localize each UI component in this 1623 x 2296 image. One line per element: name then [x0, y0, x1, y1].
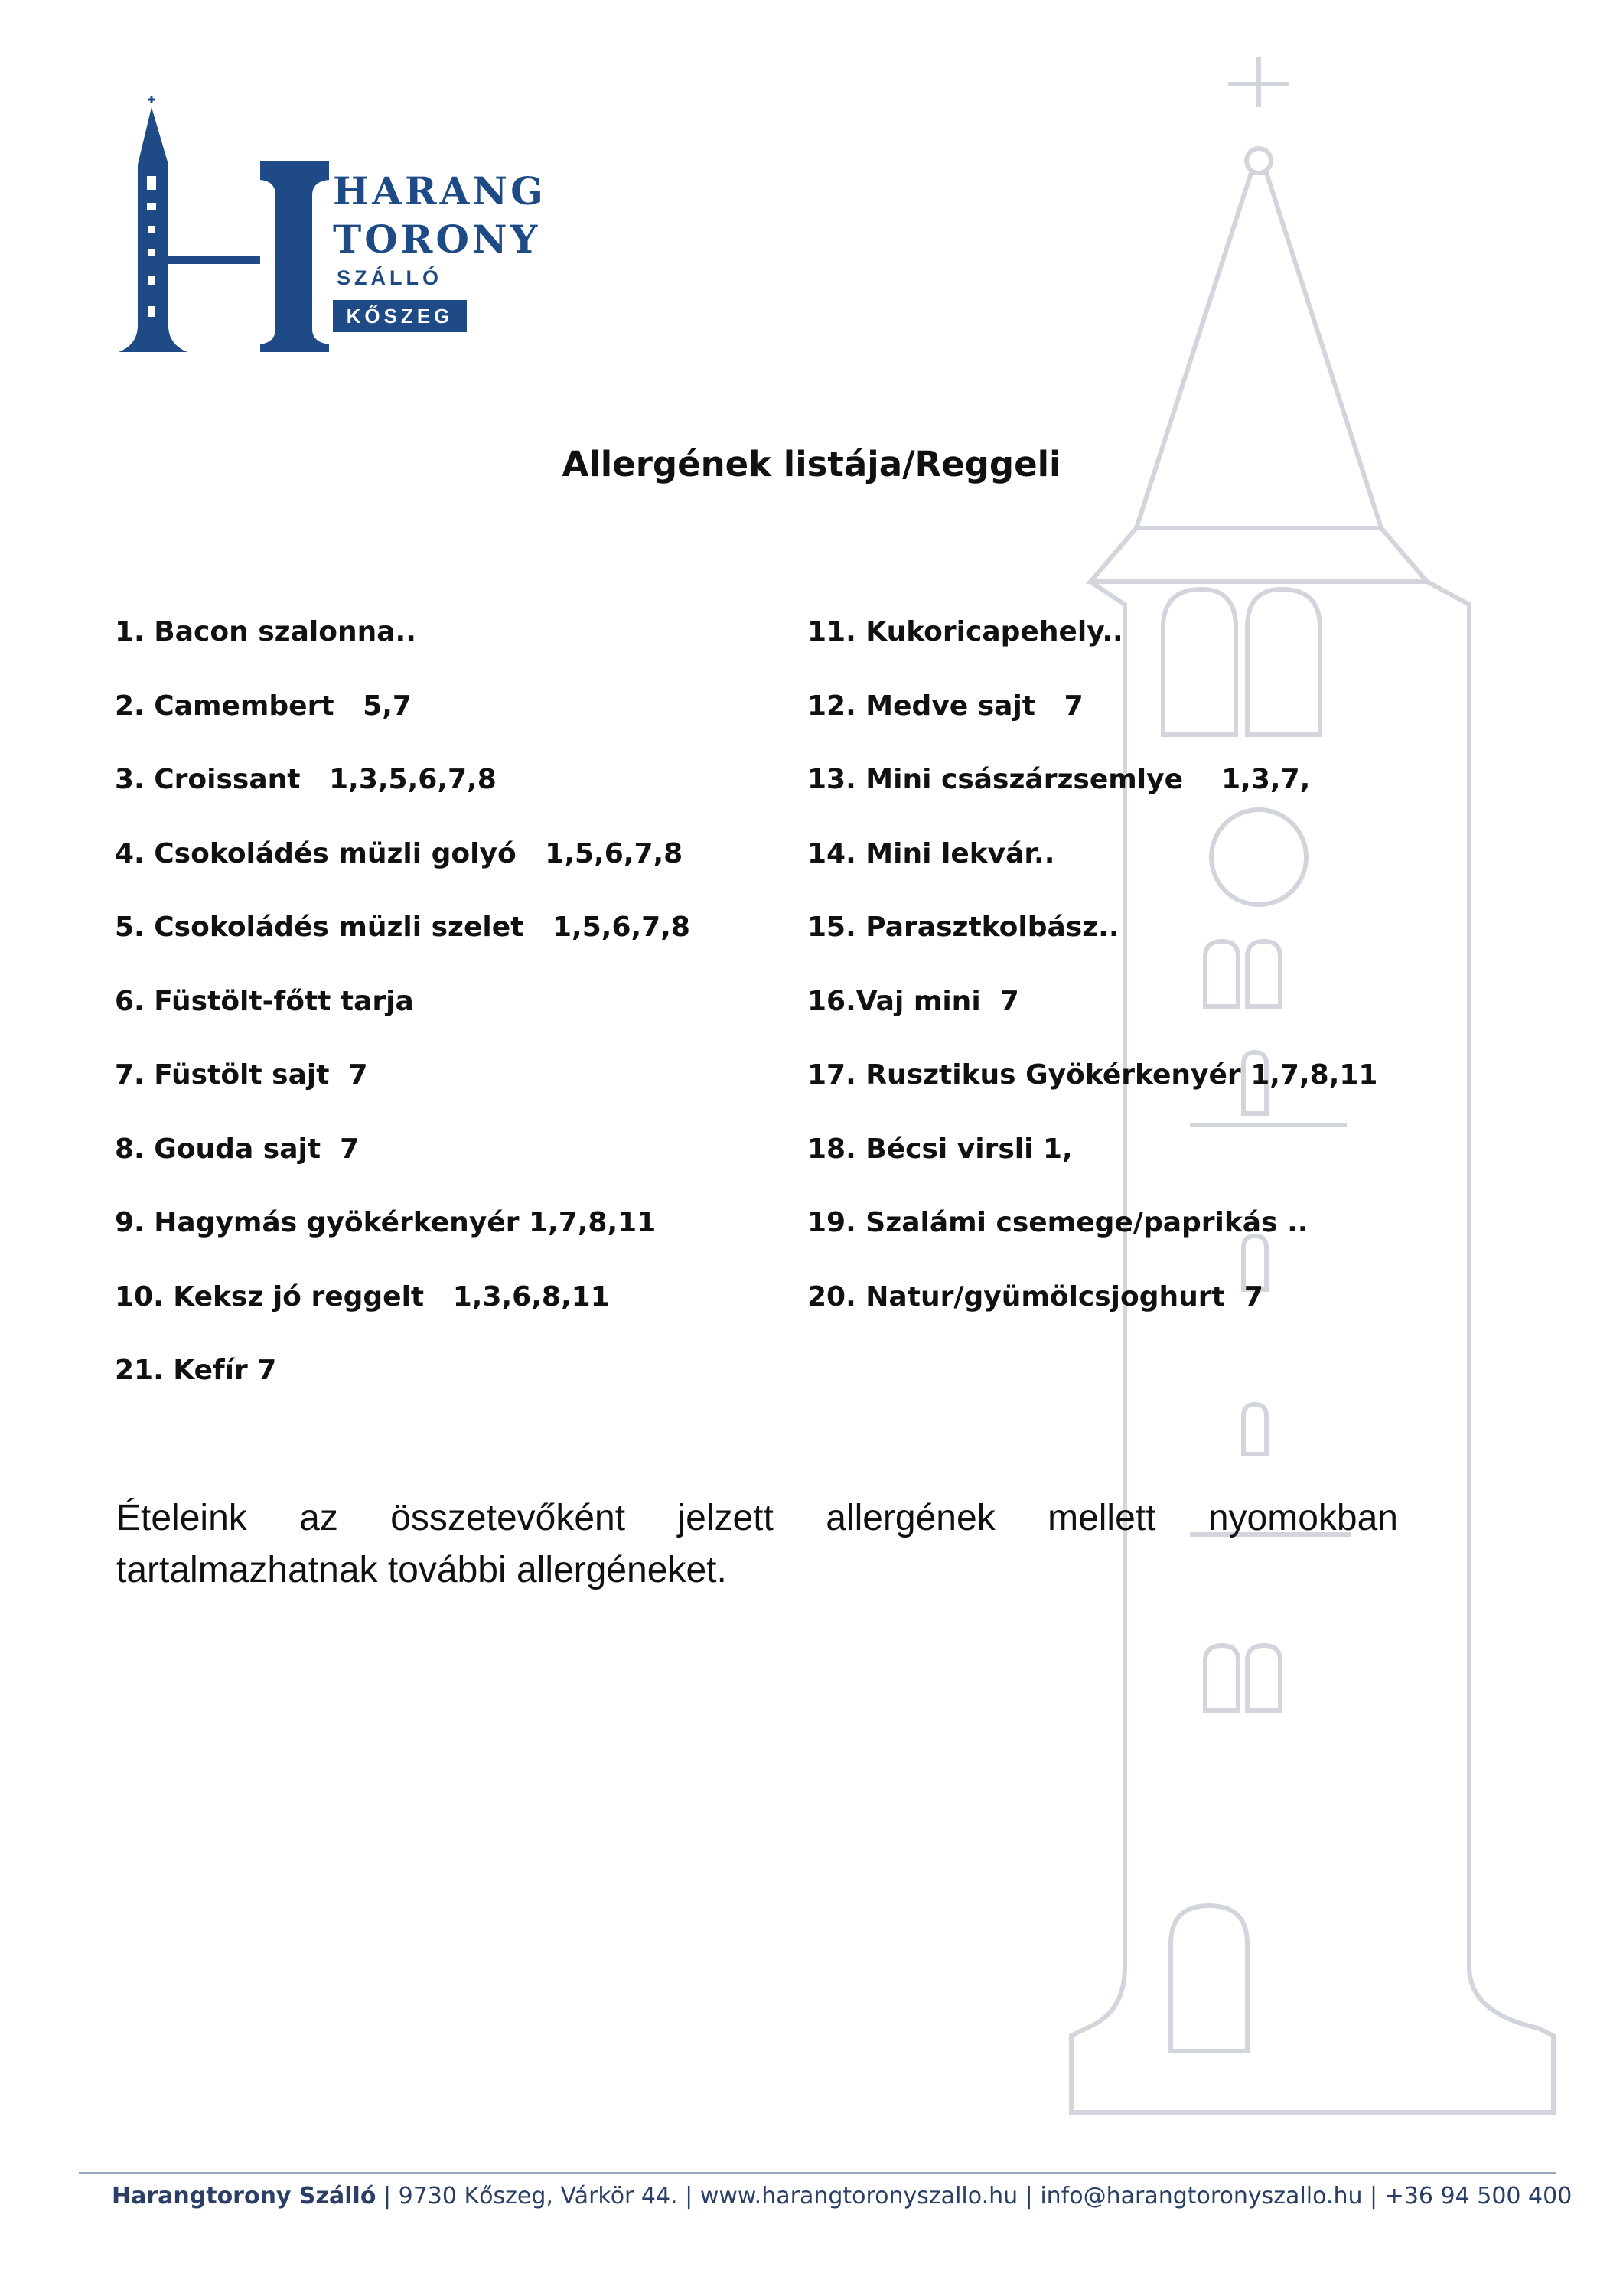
allergen-note: Ételeink az összetevőként jelzett allergének mellett nyomokban tartalmazhatnak további allergéneket. — [116, 1498, 1398, 1590]
footer-email-link[interactable]: info@harangtoronyszallo.hu — [1040, 2183, 1363, 2210]
logo-word-harang: HARANG — [333, 168, 546, 214]
list-item: 16.Vaj mini 7 — [807, 985, 1019, 1017]
footer-address: 9730 Kőszeg, Várkör 44. — [398, 2183, 678, 2210]
footer-separator: | — [677, 2183, 700, 2210]
allergen-list-left — [115, 616, 690, 1429]
list-item: 5. Csokoládés müzli szelet 1,5,6,7,8 — [115, 912, 690, 943]
footer-phone: +36 94 500 400 — [1384, 2183, 1572, 2210]
logo-word-torony: TORONY — [333, 217, 541, 262]
list-item: 20. Natur/gyümölcsjoghurt 7 — [807, 1280, 1263, 1313]
footer-separator: | — [1018, 2183, 1041, 2210]
list-item: 21. Kefír 7 — [115, 1355, 277, 1386]
list-item: 2. Camembert 5,7 — [115, 690, 412, 722]
logo-badge-koszeg: KŐSZEG — [333, 300, 467, 332]
list-item: 9. Hagymás gyökérkenyér 1,7,8,11 — [115, 1207, 657, 1238]
list-item: 18. Bécsi virsli 1, — [807, 1133, 1073, 1165]
list-item: 13. Mini császárzsemlye 1,3,7, — [807, 764, 1311, 795]
list-item: 1. Bacon szalonna.. — [115, 616, 416, 647]
list-item: 11. Kukoricapehely.. — [807, 616, 1123, 647]
list-item: 14. Mini lekvár.. — [807, 837, 1055, 869]
list-item: 3. Croissant 1,3,5,6,7,8 — [115, 764, 497, 795]
list-item: 15. Parasztkolbász.. — [807, 912, 1119, 943]
list-item: 12. Medve sajt 7 — [807, 690, 1084, 722]
page-title: Allergének listája/Reggeli — [562, 444, 1061, 484]
list-item: 7. Füstölt sajt 7 — [115, 1059, 368, 1091]
list-item: 10. Keksz jó reggelt 1,3,6,8,11 — [115, 1280, 610, 1313]
footer-hotel-name: Harangtorony Szálló — [112, 2183, 376, 2210]
footer-website-link[interactable]: www.harangtoronyszallo.hu — [699, 2183, 1018, 2210]
list-item: 4. Csokoládés müzli golyó 1,5,6,7,8 — [115, 837, 683, 869]
list-item: 17. Rusztikus Gyökérkenyér 1,7,8,11 — [807, 1059, 1378, 1091]
allergen-list-right — [807, 616, 1377, 1355]
footer-separator: | — [376, 2183, 399, 2210]
footer-divider — [79, 2172, 1556, 2174]
footer-separator: | — [1362, 2183, 1385, 2210]
list-item: 19. Szalámi csemege/paprikás .. — [807, 1207, 1309, 1238]
list-item: 6. Füstölt-főtt tarja — [115, 985, 414, 1017]
footer — [112, 2183, 1572, 2210]
list-item: 8. Gouda sajt 7 — [115, 1133, 360, 1165]
logo-word-szallo: SZÁLLÓ — [337, 266, 442, 289]
